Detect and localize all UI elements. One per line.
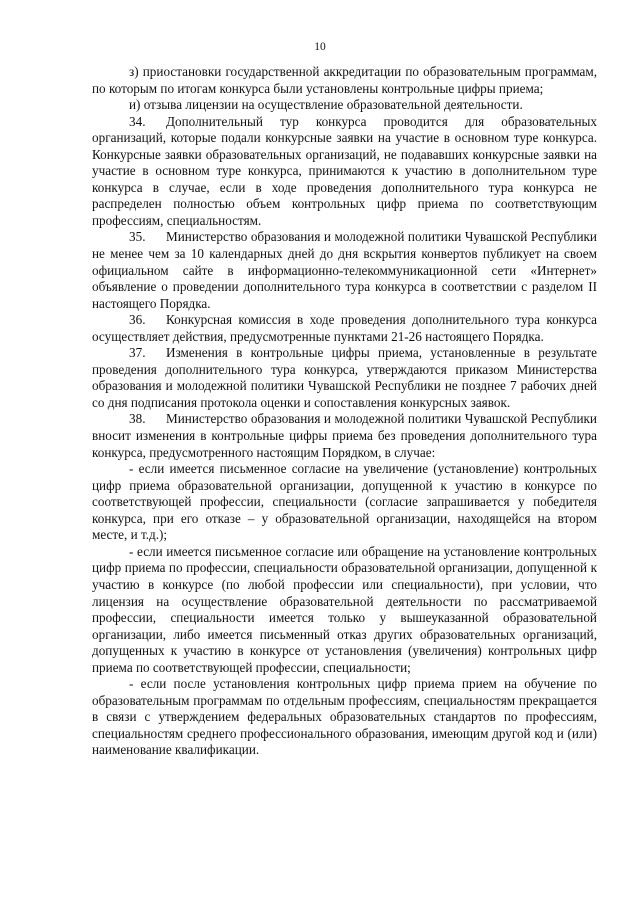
paragraph-37 — [92, 345, 597, 411]
paragraph-number: 37. — [129, 345, 146, 361]
paragraph-text: Изменения в контрольные цифры приема, установленные в результате проведения дополнительного тура конкурса, утверждаются приказом Министерства образования и молодежной политики Чувашской Республики не позднее 7 рабочих дней со дня подписания протокола оценки и сопоставления конкурсных заявок. — [92, 345, 597, 410]
paragraph-number: 34. — [129, 113, 146, 129]
paragraph-34 — [92, 114, 597, 230]
list-item-standards — [92, 676, 597, 759]
paragraph-text: Министерство образования и молодежной политики Чувашской Республики не менее чем за 10 календарных дней до дня вскрытия конвертов публикует на своем официальном сайте в информационно-телекоммуникационной сети «Интернет» объявление о проведении дополнительного тура конкурса в соответствии с разделом II настоящего Порядка. — [92, 229, 597, 311]
paragraph-35 — [92, 229, 597, 312]
paragraph-36 — [92, 312, 597, 345]
paragraph-text: и) отзыва лицензии на осуществление образовательной деятельности. — [129, 97, 523, 113]
paragraph-text: з) приостановки государственной аккредитации по образовательным программам, по которым по итогам конкурса были установлены контрольные цифры приема; — [92, 64, 597, 96]
paragraph-text: - если после установления контрольных цифр приема прием на обучение по образовательным программам по отдельным профессиям, специальностям прекращается в связи с утверждением федеральных образовательных стандартов по профессиям, специальностям среднего профессионального образования, имеющим другой код и (или) наименование квалификации. — [92, 676, 597, 758]
paragraph-i — [92, 97, 597, 114]
paragraph-z — [92, 64, 597, 97]
paragraph-38 — [92, 411, 597, 461]
paragraph-text: Министерство образования и молодежной политики Чувашской Республики вносит изменения в контрольные цифры приема без проведения дополнительного тура конкурса, предусмотренного настоящим Порядком, в случае: — [92, 411, 597, 460]
paragraph-text: Конкурсная комиссия в ходе проведения дополнительного тура конкурса осуществляет действия, предусмотренные пунктами 21-26 настоящего Порядка. — [92, 312, 597, 344]
paragraph-number: 36. — [129, 312, 146, 328]
document-body — [92, 64, 597, 759]
paragraph-text: - если имеется письменное согласие или обращение на установление контрольных цифр приема по профессии, специальности образовательной организации, допущенной к участию в конкурсе (по любой профессии или специальности), при условии, что лицензия на осуществление образовательной деятельности по рассматриваемой профессии, специальности имеется только у вышеуказанной образовательной организации, либо имеется письменный отказ других образовательных организаций, допущенных к участию в конкурсе от установления (увеличения) контрольных цифр приема по соответствующей профессии, специальности; — [92, 543, 597, 675]
paragraph-text: - если имеется письменное согласие на увеличение (установление) контрольных цифр приема образовательной организации, допущенной к участию в конкурсе по соответствующей профессии, специальности (согласие запрашивается у победителя конкурса, при его отказе – у образовательной организации, находящейся на втором месте, и т.д.); — [92, 461, 597, 543]
list-item-license — [92, 544, 597, 676]
paragraph-number: 38. — [129, 411, 146, 427]
paragraph-number: 35. — [129, 229, 146, 245]
paragraph-text: Дополнительный тур конкурса проводится для образовательных организаций, которые подали конкурсные заявки на участие в основном туре конкурса. Конкурсные заявки образовательных организаций, не подававших конкурсные заявки на участие в основном туре конкурса, принимаются к участию в дополнительном туре конкурса в случае, если в ходе проведения дополнительного тура конкурса не распределен полностью объем контрольных цифр приема по соответствующим профессиям, специальностям. — [92, 113, 597, 228]
page-number: 10 — [314, 41, 326, 53]
list-item-consent — [92, 461, 597, 544]
